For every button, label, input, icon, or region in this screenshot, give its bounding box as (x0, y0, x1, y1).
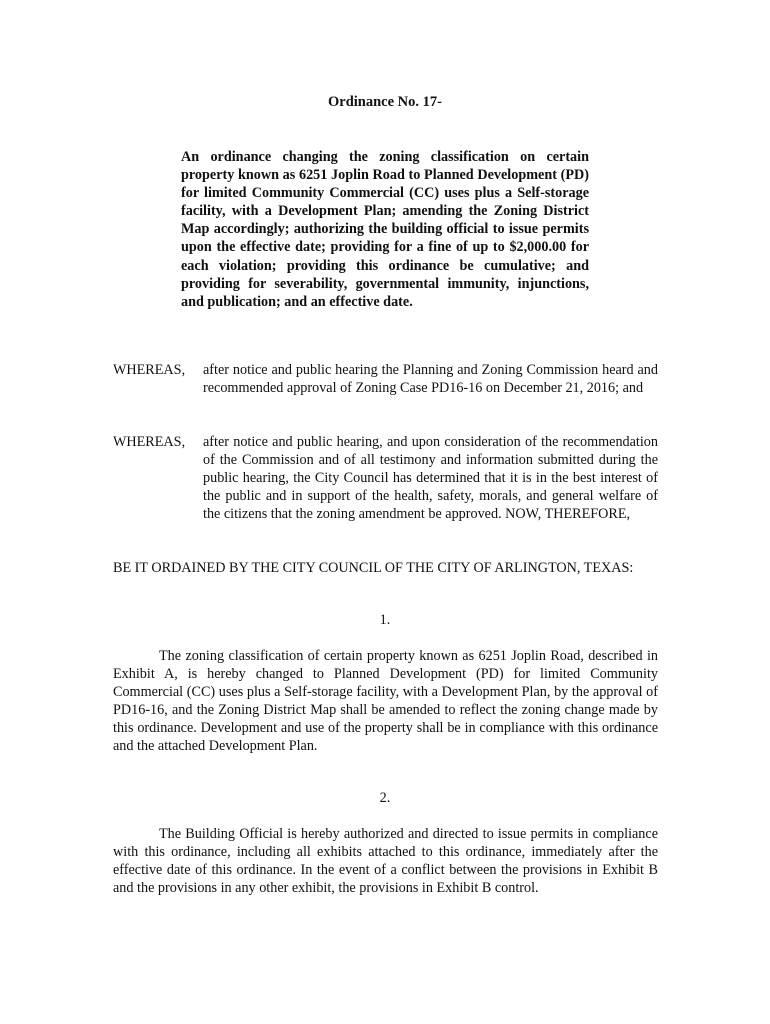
section-number-1: 1. (379, 612, 391, 628)
section-2-text: The Building Official is hereby authorized and directed to issue permits in compliance with this ordinance, including all exhibits attached to this ordinance, immediately after the effective date of this ordinance. In the event of a conflict between the provisions in Exhibit B and the provisions in any other exhibit, the provisions in Exhibit B control. (113, 826, 658, 896)
ordinance-title: Ordinance No. 17- (328, 94, 442, 110)
ordaining-clause: BE IT ORDAINED BY THE CITY COUNCIL OF THE CITY OF ARLINGTON, TEXAS: (113, 560, 634, 576)
whereas-label: WHEREAS, (113, 362, 186, 378)
section-number-2: 2. (379, 790, 391, 806)
whereas-clause-1 (113, 361, 658, 397)
ordinance-caption: An ordinance changing the zoning classification on certain property known as 6251 Joplin Road to Planned Development (PD) for limited Community Commercial (CC) uses plus a Self-storage facility, with a Development Plan; amending the Zoning District Map accordingly; authorizing the building official to issue permits upon the effective date; providing for a fine of up to $2,000.00 for each violation; providing this ordinance be cumulative; and providing for severability, governmental immunity, injunctions, and publication; and an effective date. (181, 149, 589, 310)
whereas-text: after notice and public hearing, and upon consideration of the recommendation of the Commission and of all testimony and information submitted during the public hearing, the City Council has determined that it is in the best interest of the public and in support of the health, safety, morals, and general welfare of the citizens that the zoning amendment be approved. NOW, THEREFORE, (203, 434, 658, 522)
whereas-label: WHEREAS, (113, 434, 186, 450)
section-1-text: The zoning classification of certain property known as 6251 Joplin Road, described in Exhibit A, is hereby changed to Planned Development (PD) for limited Community Commercial (CC) uses plus a Self-storage facility, with a Development Plan, by the approval of PD16-16, and the Zoning District Map shall be amended to reflect the zoning change made by this ordinance. Development and use of the property shall be in compliance with this ordinance and the attached Development Plan. (113, 648, 658, 754)
whereas-clause-2 (113, 433, 658, 523)
whereas-text: after notice and public hearing the Planning and Zoning Commission heard and recommended approval of Zoning Case PD16-16 on December 21, 2016; and (203, 362, 658, 396)
